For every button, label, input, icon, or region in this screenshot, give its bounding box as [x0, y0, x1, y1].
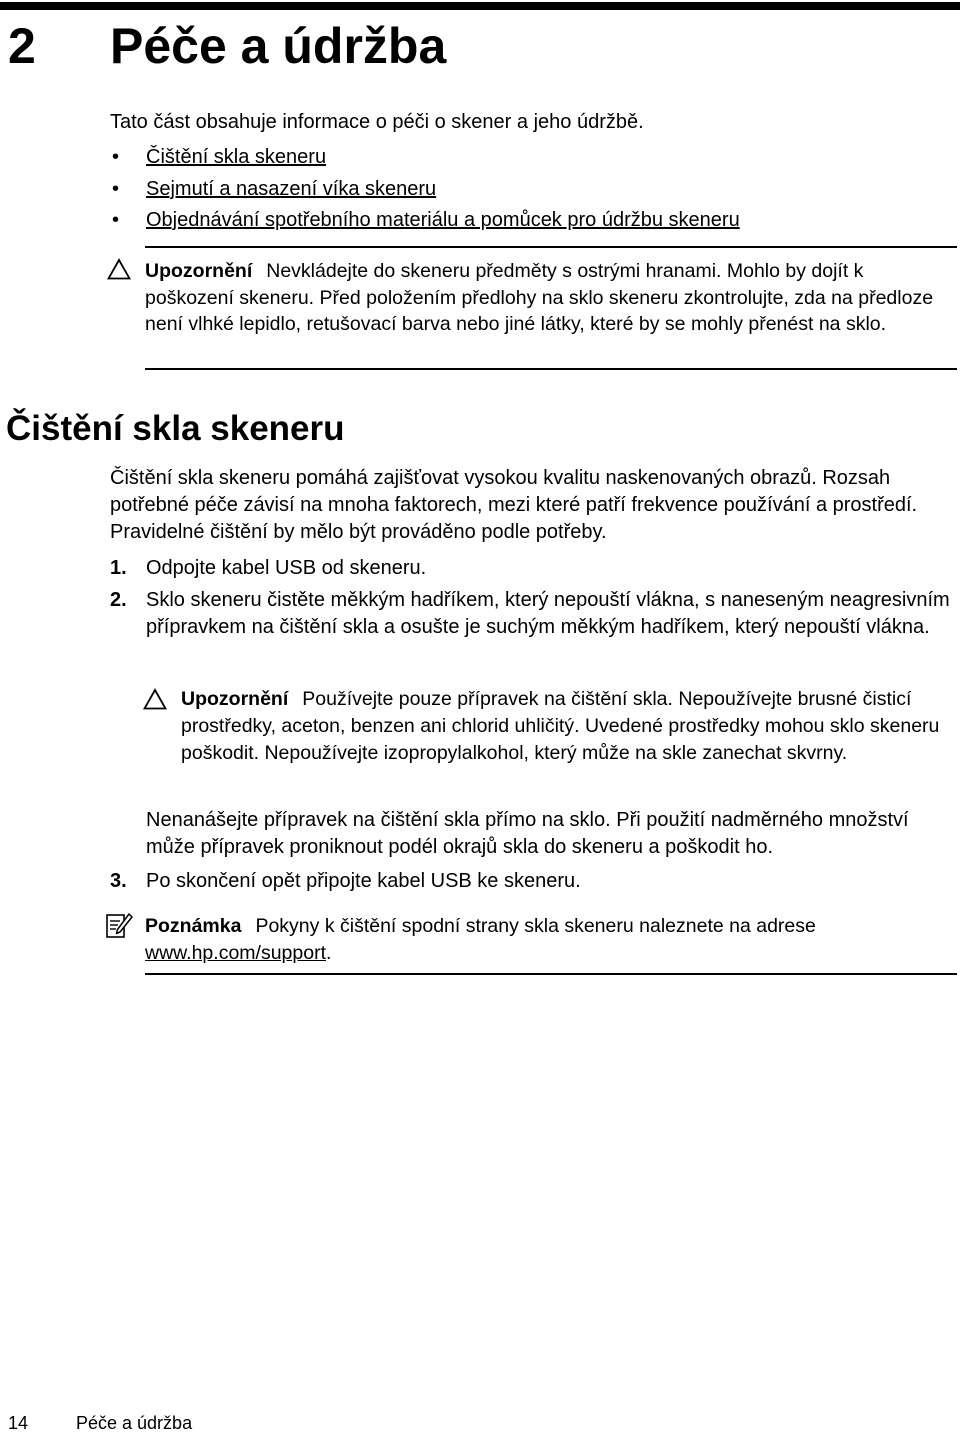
note-body: Pokyny k čištění spodní strany skla skeneru naleznete na adrese [255, 915, 816, 937]
bullet: • [112, 177, 120, 200]
section-intro: Čištění skla skeneru pomáhá zajišťovat vysokou kvalitu naskenovaných obrazů. Rozsah potřebné péče závisí na mnoha faktorech, mezi které patří frekvence používání a prostředí. Pravidelné čištění by mělo být prováděno podle potřeby. [110, 467, 918, 543]
caution-label: Upozornění [181, 688, 289, 710]
toc-link-lid[interactable]: Sejmutí a nasazení víka skeneru [146, 177, 437, 200]
followup-text: Nenanášejte přípravek na čištění skla přímo na sklo. Při použití nadměrného množství může přípravek proniknout podél okrajů skla do skeneru a poškodit ho. [146, 809, 909, 858]
warning-triangle-icon [143, 688, 167, 710]
chapter-title [8, 14, 446, 78]
step-item [110, 555, 960, 582]
toc-item [110, 144, 740, 176]
step-text: Odpojte kabel USB od skeneru. [146, 557, 427, 579]
step-number: 2. [110, 589, 127, 611]
step-number: 3. [110, 870, 127, 892]
footer-title: Péče a údržba [76, 1413, 193, 1433]
toc-item [110, 176, 740, 208]
chapter-number: 2 [8, 18, 36, 74]
toc-link-supplies[interactable]: Objednávání spotřebního materiálu a pomůcek pro údržbu skeneru [146, 209, 740, 231]
page-number: 14 [8, 1413, 29, 1433]
toc-item [110, 207, 740, 239]
toc-link-cleaning-glass[interactable]: Čištění skla skeneru [146, 146, 327, 168]
caution-text [181, 686, 957, 767]
chapter-title-text: Péče a údržba [110, 18, 447, 74]
caution-box [181, 686, 957, 767]
top-rule [0, 2, 960, 10]
toc-list [110, 144, 740, 239]
bullet: • [112, 146, 120, 168]
caution-body: Používejte pouze přípravek na čištění skla. Nepoužívejte brusné čisticí prostředky, aceton, benzen ani chlorid uhličitý. Uvedené prostředky mohou sklo skeneru poškodit. Nepoužívejte izopropylalkohol, který může na skle zanechat skvrny. [181, 688, 940, 764]
step-text: Po skončení opět připojte kabel USB ke skeneru. [146, 870, 581, 892]
note-text [145, 911, 957, 967]
bullet: • [112, 209, 120, 231]
step-text: Sklo skeneru čistěte měkkým hadříkem, který nepouští vlákna, s naneseným neagresivním přípravkem na čištění skla a osušte je suchým měkkým hadříkem, který nepouští vlákna. [146, 589, 950, 638]
caution-text [145, 248, 957, 338]
support-link[interactable]: www.hp.com/support [145, 942, 326, 964]
step-number: 1. [110, 557, 127, 579]
warning-triangle-icon [107, 258, 131, 280]
note-end: . [326, 942, 332, 964]
page-footer [8, 1411, 192, 1435]
note-label: Poznámka [145, 915, 242, 937]
note-pencil-icon [105, 911, 133, 941]
step-item [110, 587, 960, 641]
caution-box [145, 246, 957, 370]
intro-text: Tato část obsahuje informace o péči o skener a jeho údržbě. [110, 111, 644, 133]
caution-label: Upozornění [145, 260, 253, 282]
caution-body: Nevkládejte do skeneru předměty s ostrými hranami. Mohlo by dojít k poškození skeneru. Před položením předlohy na sklo skeneru zkontrolujte, zda na předloze není vlhké lepidlo, retušovací barva nebo jiné látky, které by se mohly přenést na sklo. [145, 260, 934, 335]
note-box [145, 911, 957, 975]
section-title: Čištění skla skeneru [6, 409, 345, 448]
step-item [110, 868, 960, 895]
